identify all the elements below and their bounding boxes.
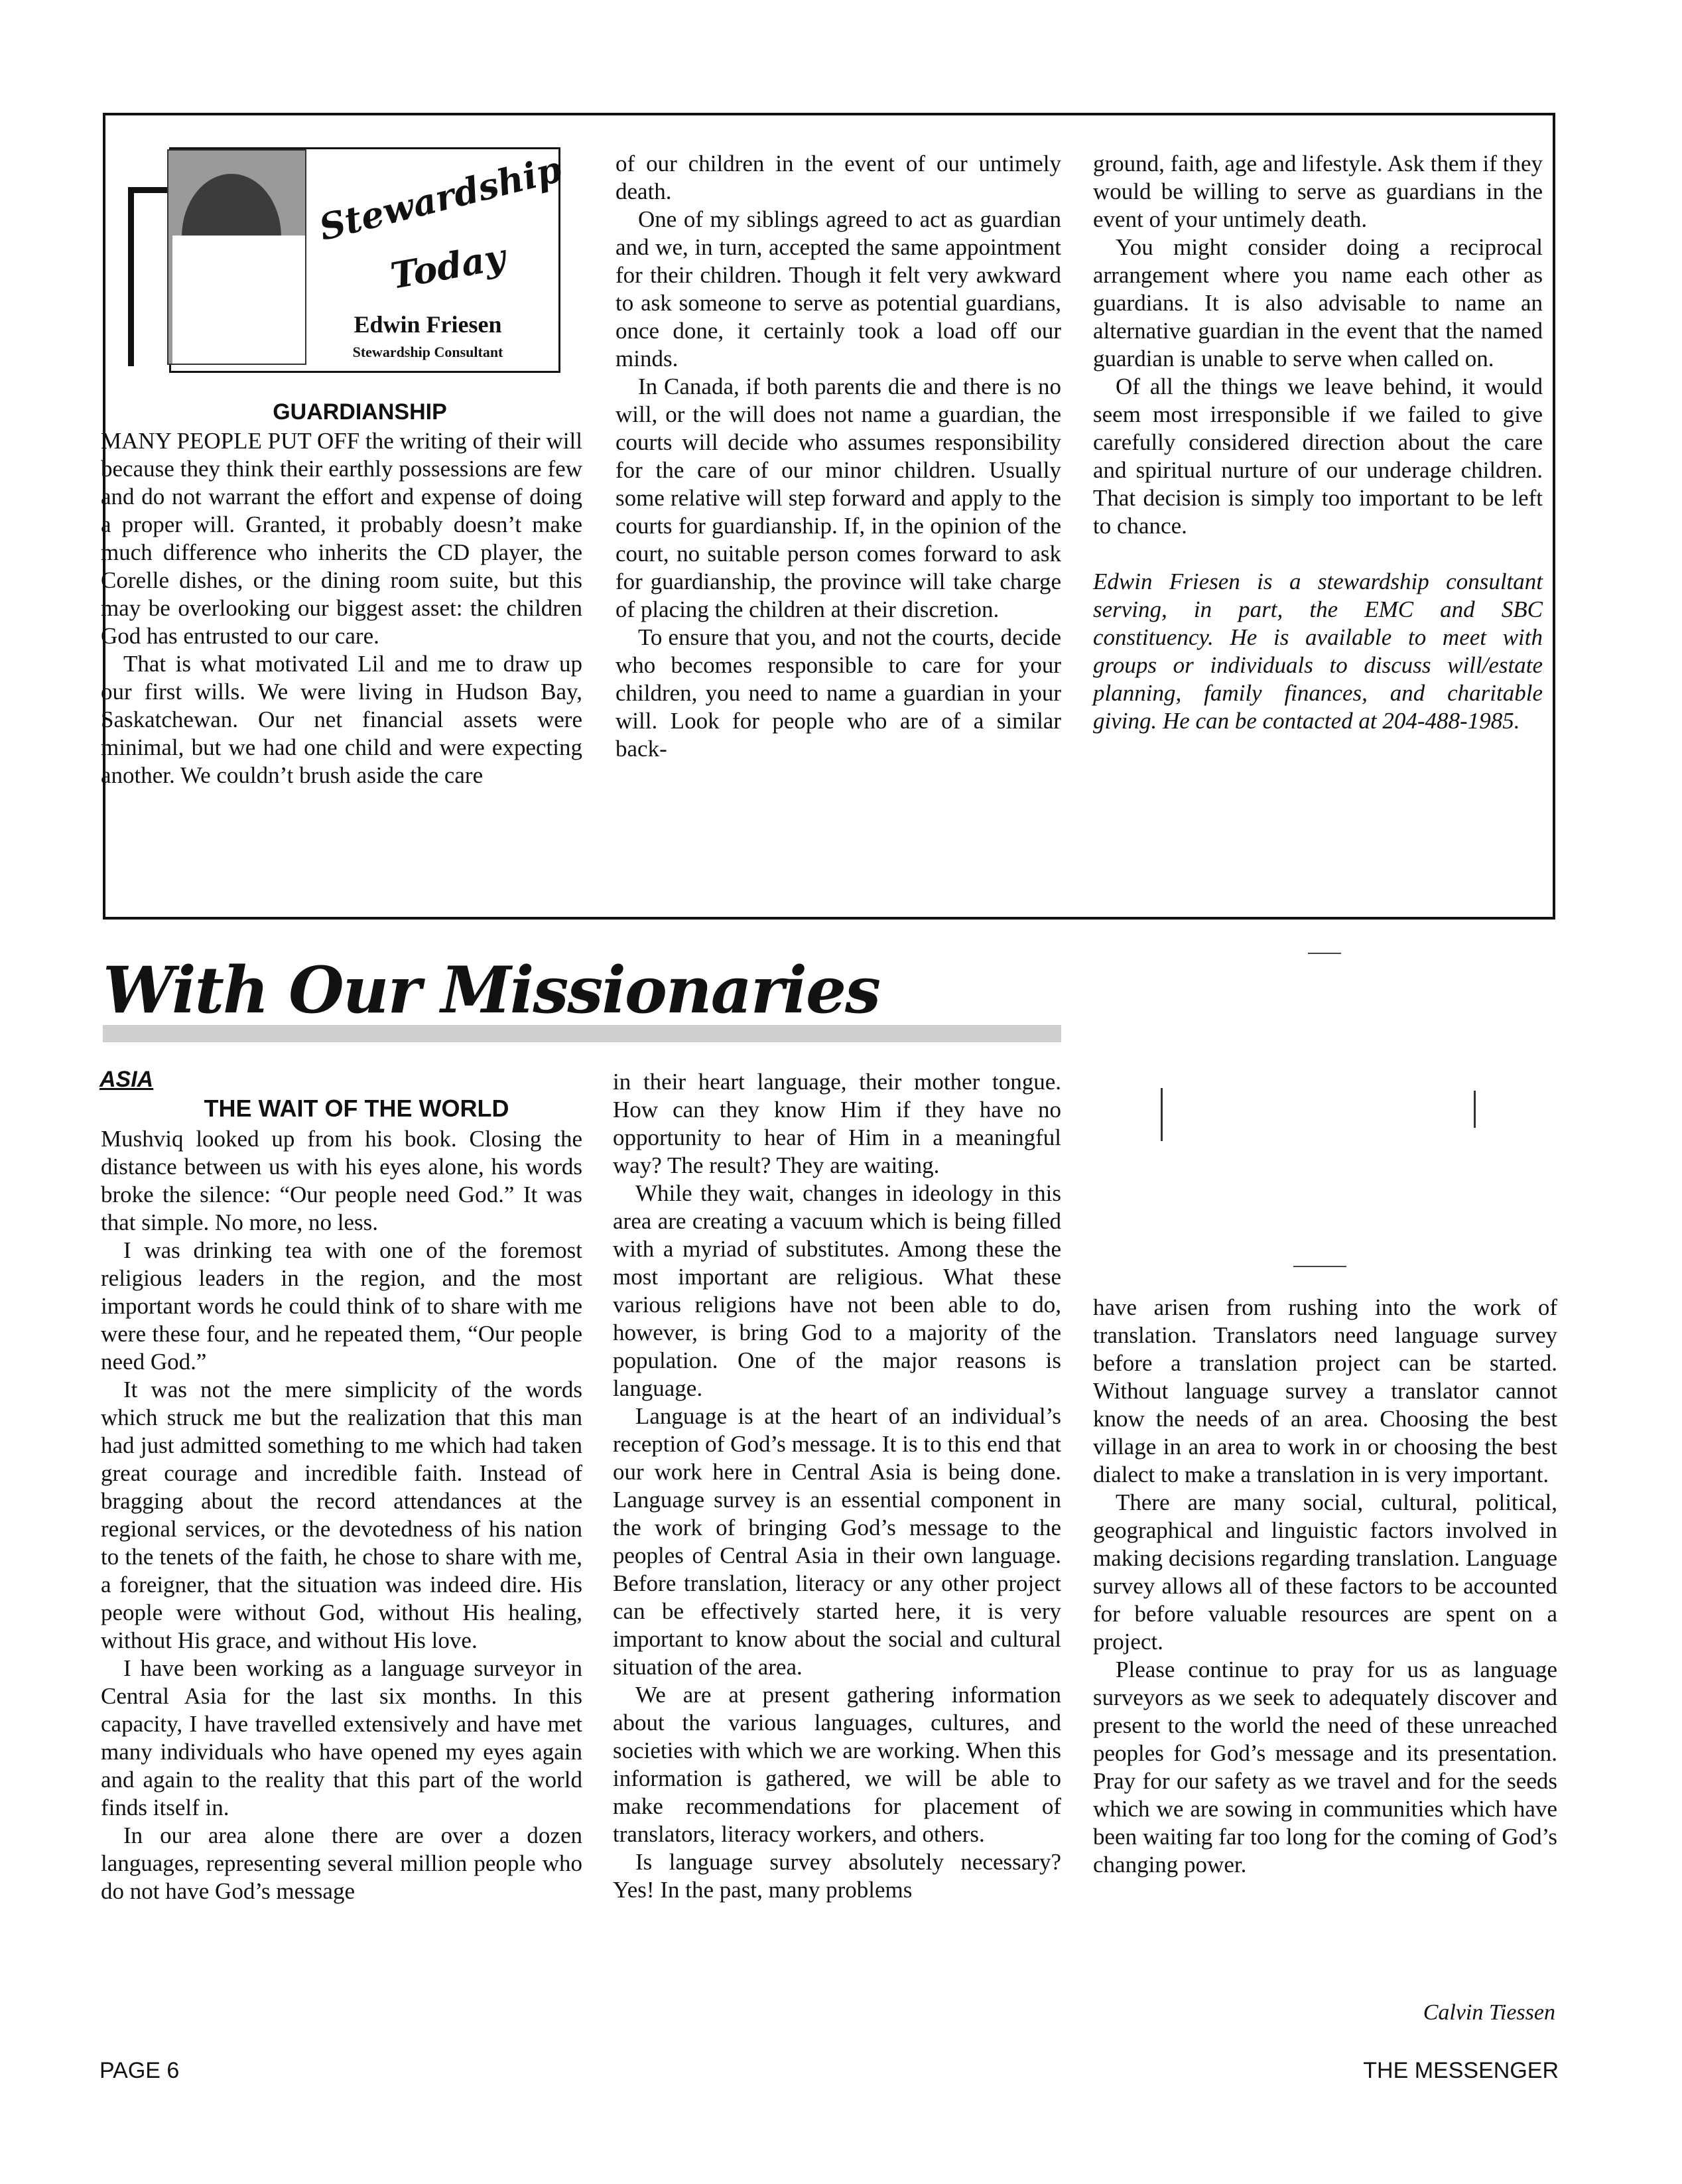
- stewardship-column-3: [1093, 150, 1543, 735]
- paragraph: Of all the things we leave behind, it would seem most irresponsible if we failed to give carefully considered direction about the care and spiritual nurture of our underage children. That decision is simply too important to be left to chance.: [1093, 374, 1543, 539]
- paragraph: To ensure that you, and not the courts, decide who becomes responsible to care for your children, you need to name a guardian in your will. Look for people who are of a similar back-: [615, 624, 1061, 762]
- paragraph: That is what motivated Lil and me to draw up our first wills. We were living in Hudson Bay, Saskatchewan. Our net financial assets were minimal, but we had one child and were expecting another. We couldn’t brush aside the care: [101, 651, 582, 788]
- paragraph: Mushviq looked up from his book. Closing the distance between us with his eyes alone, his words broke the silence: “Our people need God.” It was that simple. No more, no less.: [101, 1126, 582, 1235]
- stewardship-column-2: [615, 150, 1061, 763]
- logo-line-2: Today: [387, 235, 509, 297]
- paragraph: of our children in the event of our untimely death.: [615, 151, 1061, 204]
- image-edge-mark: [1474, 1091, 1476, 1128]
- guardianship-heading: GUARDIANSHIP: [273, 399, 447, 425]
- author-role: Stewardship Consultant: [352, 344, 503, 360]
- author-bio: Edwin Friesen is a stewardship consultant serving, in part, the EMC and SBC constituency. He is available to meet with groups or individuals to discuss will/estate planning, family finances, and charitable giving. He can be contacted at 204-488-1985.: [1093, 569, 1543, 734]
- paragraph: While they wait, changes in ideology in this area are creating a vacuum which is being filled with a myriad of substitutes. Among these the most important are religious. What these various religions have not been able to do, however, is bring God to a majority of the population. One of the major reasons is language.: [613, 1180, 1061, 1401]
- signature: Calvin Tiessen: [1423, 2000, 1555, 2025]
- stewardship-column-1: [101, 427, 582, 789]
- author-name: Edwin Friesen: [354, 311, 502, 338]
- paragraph: One of my siblings agreed to act as guardian and we, in turn, accepted the same appointment for their children. Though it felt very awkward to ask someone to serve as potential guardians, once done, it certainly took a load off our minds.: [615, 206, 1061, 372]
- missionary-column-1: [101, 1125, 582, 1905]
- paragraph: MANY PEOPLE PUT OFF the writing of their will because they think their earthly possessions are few and do not warrant the effort and expense of doing a proper will. Granted, it probably doesn’t make much difference who inherits the CD player, the Corelle dishes, or the dining room suite, but this may be overlooking our biggest asset: the children God has entrusted to our care.: [101, 428, 582, 649]
- photo-redaction: [172, 236, 305, 365]
- region-label: ASIA: [99, 1067, 154, 1092]
- paragraph: in their heart language, their mother tongue. How can they know Him if they have no opportunity to hear of Him in a meaningful way? The result? They are waiting.: [613, 1069, 1061, 1178]
- author-photo: [167, 149, 306, 365]
- publication-name: THE MESSENGER: [1363, 2058, 1559, 2083]
- missionary-column-2: [613, 1068, 1061, 1904]
- paragraph: Please continue to pray for us as language surveyors as we seek to adequately discover and present to the world the need of these unreached peoples for God’s message and its presentation. Pray for our safety as we travel and for the seeds which we are sowing in communities which have been waiting far too long for the coming of God’s changing power.: [1093, 1657, 1557, 1877]
- paragraph: We are at present gathering information about the various languages, cultures, and societies with which we are working. When this information is gathered, we will be able to make recommendations for placement of translators, literacy workers, and others.: [613, 1682, 1061, 1847]
- page-number: PAGE 6: [99, 2058, 180, 2083]
- logo-line-1: Stewardship: [314, 147, 566, 249]
- paragraph: In Canada, if both parents die and there is no will, or the will does not name a guardian, the courts will decide who assumes responsibility for the care of our minor children. Usually some relative will step forward and apply to the courts for guardianship. If, in the opinion of the court, no suitable person comes forward to ask for guardianship, the province will take charge of placing the children at their discretion.: [615, 374, 1061, 622]
- missionary-column-3: [1093, 1294, 1557, 1879]
- image-edge-mark: [1161, 1088, 1163, 1141]
- paragraph: There are many social, cultural, political, geographical and linguistic factors involved in making decisions regarding translation. Language survey allows all of these factors to be accounted for before valuable resources are spent on a project.: [1093, 1489, 1557, 1655]
- paragraph: Is language survey absolutely necessary? Yes! In the past, many problems: [613, 1849, 1061, 1903]
- paragraph: ground, faith, age and lifestyle. Ask them if they would be willing to serve as guardians in the event of your untimely death.: [1093, 151, 1543, 232]
- stewardship-today-logo: [314, 147, 566, 297]
- article-heading: THE WAIT OF THE WORLD: [204, 1095, 509, 1122]
- paragraph: have arisen from rushing into the work of translation. Translators need language survey before a translation project can be started. Without language survey a translator cannot know the needs of an area. Choosing the best village in an area to work in or choosing the best dialect to make a translation in is very important.: [1093, 1294, 1557, 1487]
- paragraph: Language is at the heart of an individual’s reception of God’s message. It is to this end that our work here in Central Asia is being done. Language survey is an essential component in the work of bringing God’s message to the peoples of Central Asia in their own language. Before translation, literacy or any other project can be effectively started here, it is very important to know about the social and cultural situation of the area.: [613, 1403, 1061, 1680]
- paragraph: I was drinking tea with one of the foremost religious leaders in the region, and the most important words he could think of to share with me were these four, and he repeated them, “Our people need God.”: [101, 1237, 582, 1375]
- paragraph: It was not the mere simplicity of the words which struck me but the realization that this man had just admitted something to me which had taken great courage and incredible faith. Instead of bragging about the record attendances at the regional services, or the devotedness of his nation to the tenets of the faith, he chose to share with me, a foreigner, that the situation was indeed dire. His people were without God, without His healing, without His grace, and without His love.: [101, 1377, 582, 1653]
- section-title: With Our Missionaries: [103, 953, 880, 1028]
- image-corner-mark: [1293, 1266, 1346, 1267]
- paragraph: I have been working as a language surveyor in Central Asia for the last six months. In this capacity, I have travelled extensively and have met many individuals who have opened my eyes again and again to the reality that this part of the world finds itself in.: [101, 1655, 582, 1820]
- image-corner-mark: [1308, 953, 1341, 954]
- paragraph: In our area alone there are over a dozen languages, representing several million people who do not have God’s message: [101, 1822, 582, 1904]
- paragraph: You might consider doing a reciprocal arrangement where you name each other as guardians. It is also advisable to name an alternative guardian in the event that the named guardian is unable to serve when called on.: [1093, 234, 1543, 372]
